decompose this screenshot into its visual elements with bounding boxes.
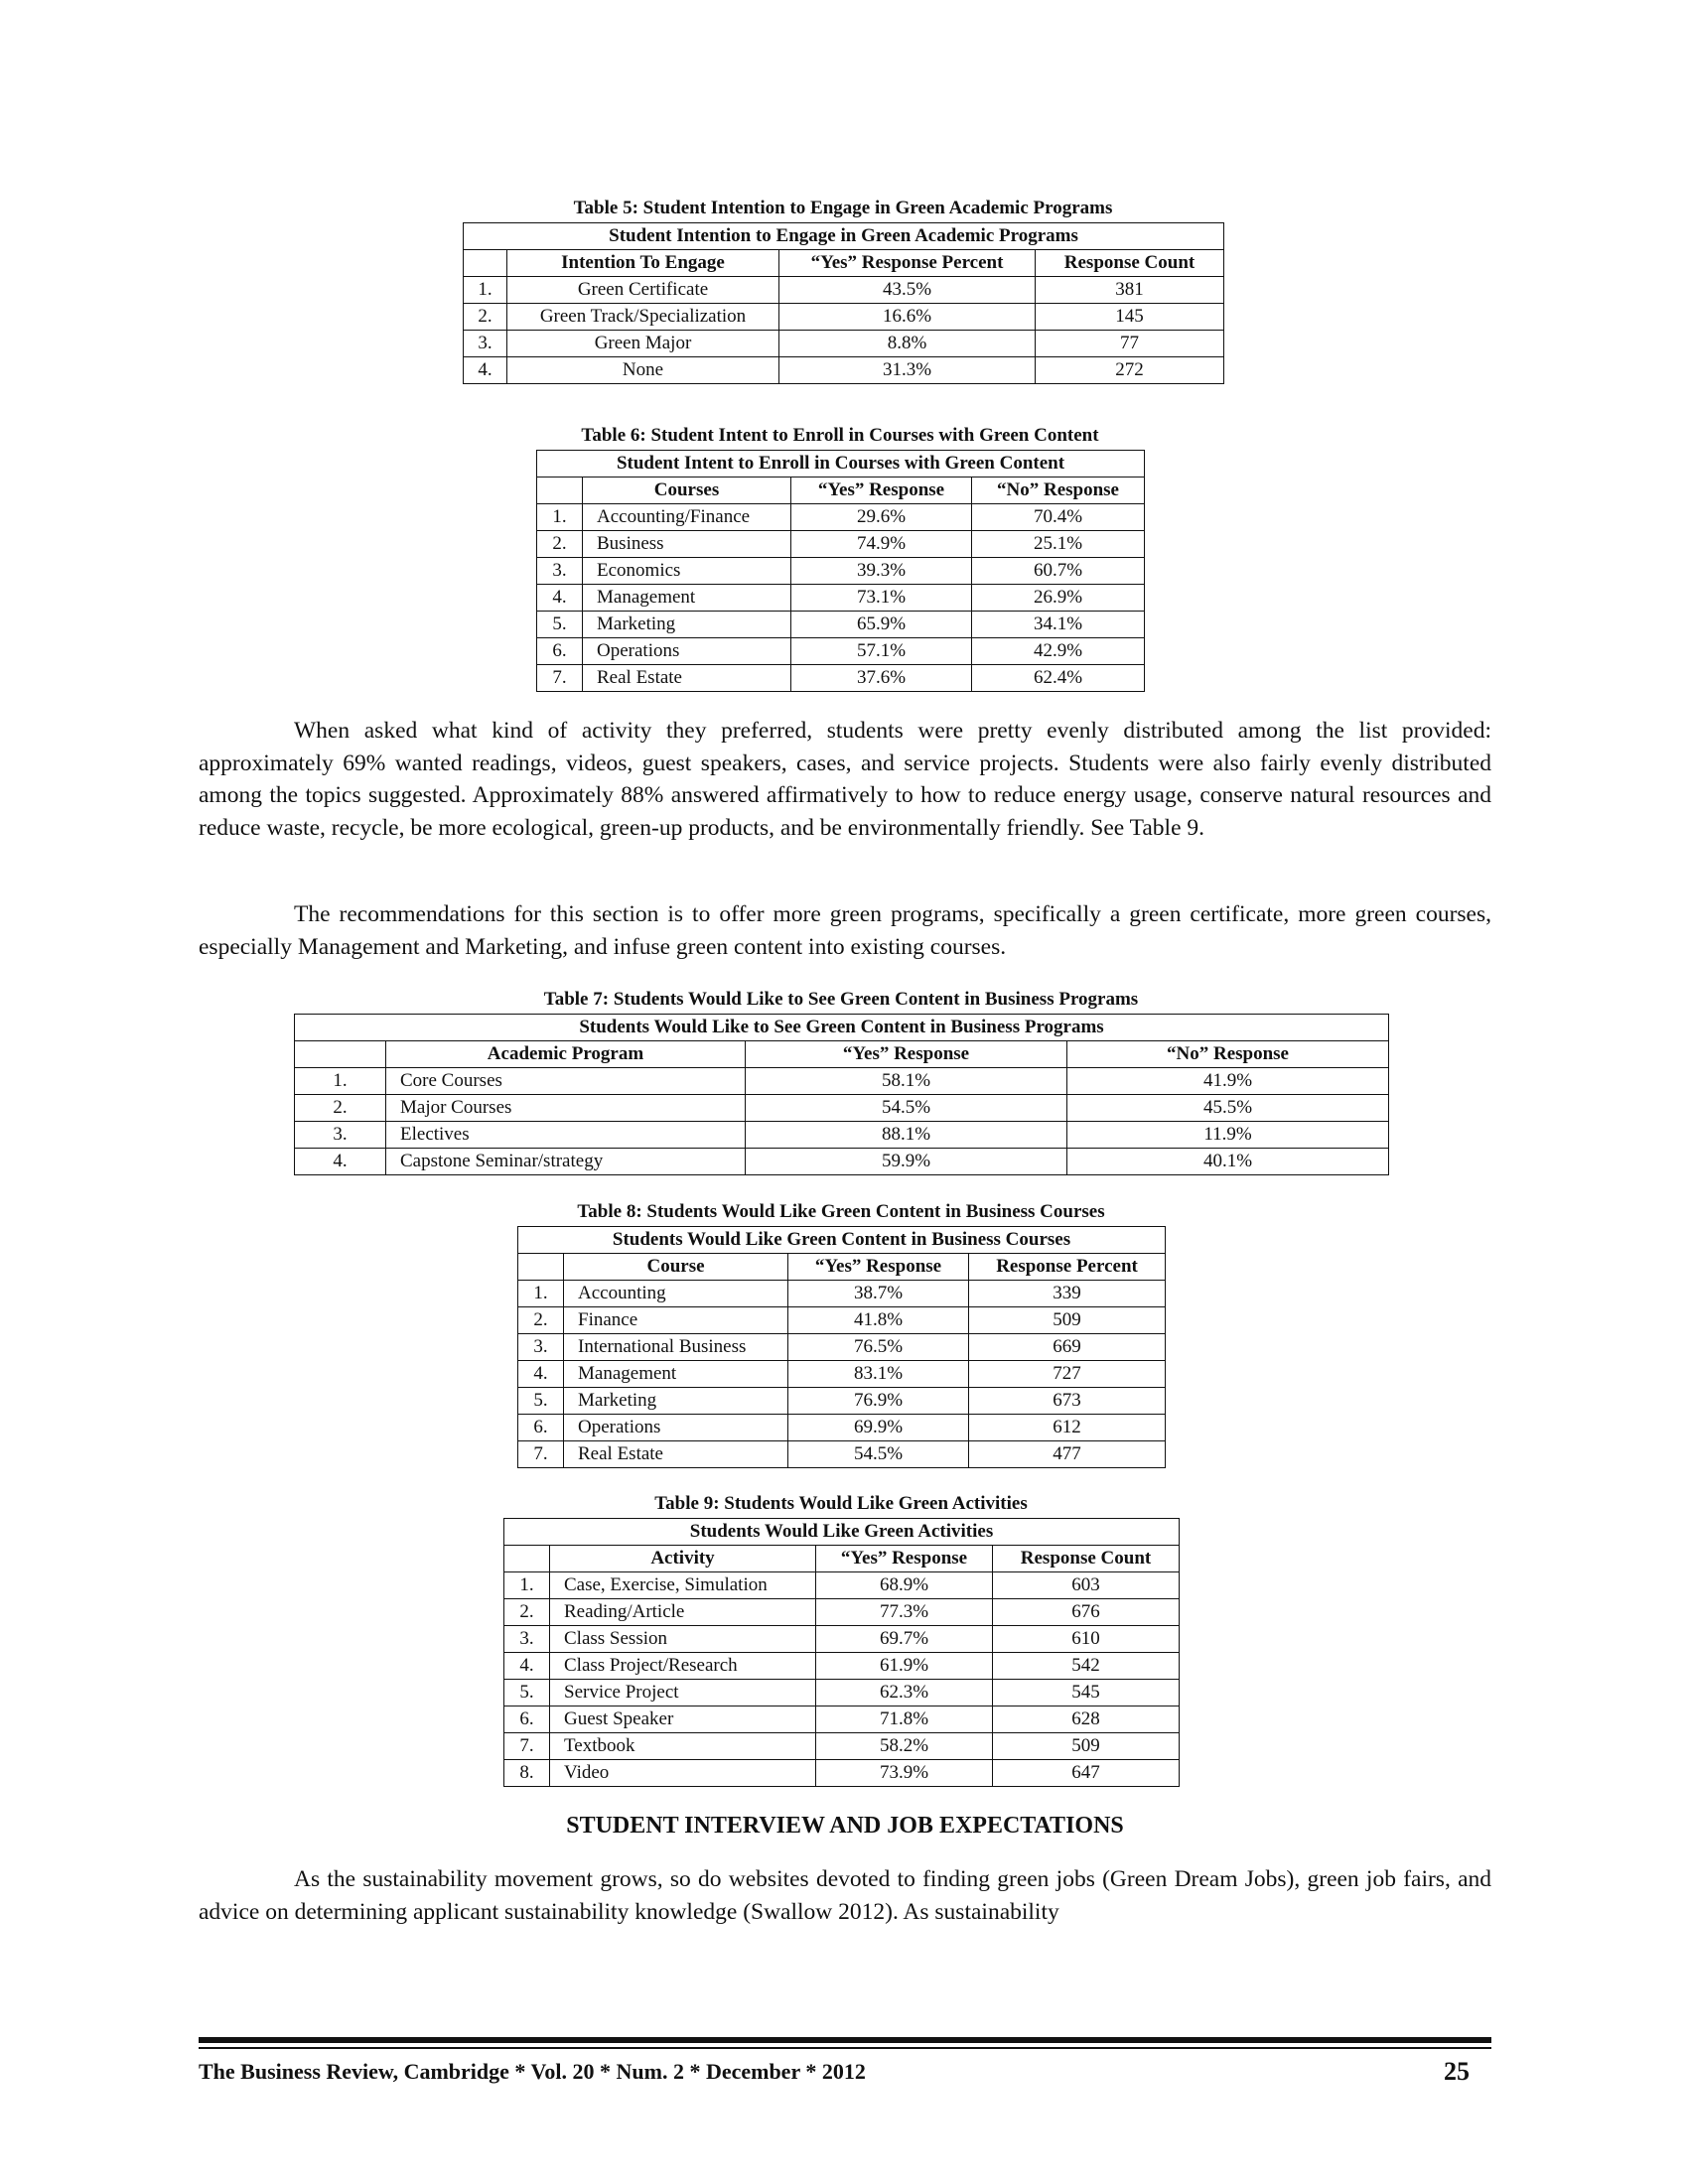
footer-journal: The Business Review, Cambridge * Vol. 20 * Num. 2 * December * 2012	[199, 2059, 866, 2084]
row-value: 272	[1036, 357, 1224, 384]
row-number: 3.	[464, 331, 507, 357]
row-value: 74.9%	[791, 531, 972, 558]
row-number: 1.	[504, 1572, 550, 1599]
row-label: Green Track/Specialization	[507, 304, 779, 331]
row-label: None	[507, 357, 779, 384]
table-row	[518, 1441, 1166, 1468]
row-value: 58.2%	[816, 1733, 993, 1760]
table-title: Student Intention to Engage in Green Academic Programs	[464, 223, 1224, 250]
column-header: Academic Program	[386, 1041, 746, 1068]
column-header: “Yes” Response	[746, 1041, 1067, 1068]
row-value: 647	[993, 1760, 1180, 1787]
row-number: 6.	[504, 1706, 550, 1733]
row-value: 25.1%	[972, 531, 1145, 558]
row-number: 2.	[464, 304, 507, 331]
row-number: 4.	[464, 357, 507, 384]
row-value: 509	[993, 1733, 1180, 1760]
row-number: 7.	[504, 1733, 550, 1760]
column-header: Courses	[583, 478, 791, 504]
row-value: 38.7%	[788, 1281, 969, 1307]
row-label: Operations	[564, 1415, 788, 1441]
column-header: “Yes” Response	[791, 478, 972, 504]
column-header: “No” Response	[972, 478, 1145, 504]
row-number: 4.	[537, 585, 583, 612]
table-row	[504, 1733, 1180, 1760]
table-5-caption: Table 5: Student Intention to Engage in Green Academic Programs	[573, 198, 1113, 218]
row-label: Marketing	[583, 612, 791, 638]
row-value: 73.9%	[816, 1760, 993, 1787]
table-row	[295, 1095, 1389, 1122]
row-value: 73.1%	[791, 585, 972, 612]
row-number: 5.	[504, 1680, 550, 1706]
row-number: 3.	[504, 1626, 550, 1653]
row-number: 1.	[518, 1281, 564, 1307]
row-value: 69.9%	[788, 1415, 969, 1441]
row-value: 545	[993, 1680, 1180, 1706]
row-number: 6.	[537, 638, 583, 665]
table-row	[537, 665, 1145, 692]
table-row	[504, 1599, 1180, 1626]
row-number: 3.	[295, 1122, 386, 1149]
table-7	[294, 1014, 1389, 1175]
row-label: Accounting/Finance	[583, 504, 791, 531]
row-value: 59.9%	[746, 1149, 1067, 1175]
row-value: 70.4%	[972, 504, 1145, 531]
paragraph-job-expectations: As the sustainability movement grows, so do websites devoted to finding green jobs (Green Dream Jobs), green job fairs, and advice on determining applicant sustainability knowledge (Swallow 2012). As sustainability	[199, 1866, 1491, 1925]
table-8	[517, 1226, 1166, 1468]
row-value: 628	[993, 1706, 1180, 1733]
table-title-row	[537, 451, 1145, 478]
row-value: 603	[993, 1572, 1180, 1599]
section-heading: STUDENT INTERVIEW AND JOB EXPECTATIONS	[566, 1813, 1124, 1839]
table-row	[518, 1415, 1166, 1441]
row-value: 65.9%	[791, 612, 972, 638]
row-label: Finance	[564, 1307, 788, 1334]
row-value: 34.1%	[972, 612, 1145, 638]
table-6	[536, 450, 1145, 692]
row-number: 6.	[518, 1415, 564, 1441]
row-value: 16.6%	[779, 304, 1036, 331]
column-header-blank	[504, 1546, 550, 1572]
column-header-row	[504, 1546, 1180, 1572]
row-value: 83.1%	[788, 1361, 969, 1388]
row-value: 71.8%	[816, 1706, 993, 1733]
row-value: 60.7%	[972, 558, 1145, 585]
row-label: Operations	[583, 638, 791, 665]
table-row	[518, 1307, 1166, 1334]
row-value: 62.3%	[816, 1680, 993, 1706]
row-value: 40.1%	[1067, 1149, 1389, 1175]
column-header: Intention To Engage	[507, 250, 779, 277]
table-row	[518, 1388, 1166, 1415]
row-value: 676	[993, 1599, 1180, 1626]
row-value: 31.3%	[779, 357, 1036, 384]
row-number: 2.	[518, 1307, 564, 1334]
footer-rule-thin	[199, 2047, 1491, 2049]
column-header-row	[295, 1041, 1389, 1068]
paragraph-activities: When asked what kind of activity they preferred, students were pretty evenly distributed among the list provided: approximately 69% wanted readings, videos, guest speakers, cases, and service projects. Students were also fairly evenly distributed among the topics suggested. Approximately 88% answered affirmatively to how to reduce energy usage, conserve natural resources and reduce waste, recycle, be more ecological, green-up products, and be environmentally friendly. See Table 9.	[199, 718, 1491, 841]
footer-rule	[199, 2037, 1491, 2043]
page-number: 25	[1444, 2057, 1470, 2086]
row-value: 612	[969, 1415, 1166, 1441]
row-label: Capstone Seminar/strategy	[386, 1149, 746, 1175]
column-header: Response Percent	[969, 1254, 1166, 1281]
row-label: Reading/Article	[550, 1599, 816, 1626]
row-value: 39.3%	[791, 558, 972, 585]
row-value: 542	[993, 1653, 1180, 1680]
row-number: 4.	[518, 1361, 564, 1388]
row-label: Class Session	[550, 1626, 816, 1653]
row-number: 4.	[504, 1653, 550, 1680]
table-7-caption: Table 7: Students Would Like to See Green Content in Business Programs	[543, 989, 1139, 1010]
row-value: 76.5%	[788, 1334, 969, 1361]
column-header-blank	[295, 1041, 386, 1068]
row-label: Real Estate	[583, 665, 791, 692]
row-number: 7.	[537, 665, 583, 692]
row-value: 26.9%	[972, 585, 1145, 612]
row-value: 669	[969, 1334, 1166, 1361]
row-number: 1.	[464, 277, 507, 304]
table-row	[537, 504, 1145, 531]
column-header: Course	[564, 1254, 788, 1281]
row-value: 381	[1036, 277, 1224, 304]
table-row	[504, 1572, 1180, 1599]
row-label: Textbook	[550, 1733, 816, 1760]
row-number: 8.	[504, 1760, 550, 1787]
row-value: 477	[969, 1441, 1166, 1468]
row-label: Accounting	[564, 1281, 788, 1307]
row-label: Major Courses	[386, 1095, 746, 1122]
table-row	[518, 1361, 1166, 1388]
row-label: International Business	[564, 1334, 788, 1361]
table-title-row	[504, 1519, 1180, 1546]
table-row	[464, 331, 1224, 357]
table-title-row	[518, 1227, 1166, 1254]
row-value: 11.9%	[1067, 1122, 1389, 1149]
row-label: Case, Exercise, Simulation	[550, 1572, 816, 1599]
row-label: Video	[550, 1760, 816, 1787]
row-label: Real Estate	[564, 1441, 788, 1468]
row-value: 43.5%	[779, 277, 1036, 304]
column-header: “No” Response	[1067, 1041, 1389, 1068]
row-value: 673	[969, 1388, 1166, 1415]
table-title: Students Would Like to See Green Content in Business Programs	[295, 1015, 1389, 1041]
table-9-caption: Table 9: Students Would Like Green Activities	[654, 1493, 1028, 1514]
row-label: Guest Speaker	[550, 1706, 816, 1733]
row-value: 77	[1036, 331, 1224, 357]
row-value: 45.5%	[1067, 1095, 1389, 1122]
table-5	[463, 222, 1224, 384]
row-label: Marketing	[564, 1388, 788, 1415]
row-number: 5.	[518, 1388, 564, 1415]
row-value: 68.9%	[816, 1572, 993, 1599]
table-row	[464, 357, 1224, 384]
row-value: 77.3%	[816, 1599, 993, 1626]
row-value: 69.7%	[816, 1626, 993, 1653]
row-number: 2.	[537, 531, 583, 558]
row-value: 62.4%	[972, 665, 1145, 692]
row-value: 61.9%	[816, 1653, 993, 1680]
row-value: 41.9%	[1067, 1068, 1389, 1095]
table-8-caption: Table 8: Students Would Like Green Content in Business Courses	[577, 1201, 1105, 1222]
table-row	[537, 612, 1145, 638]
row-label: Management	[583, 585, 791, 612]
column-header: Response Count	[1036, 250, 1224, 277]
table-title: Students Would Like Green Activities	[504, 1519, 1180, 1546]
table-row	[504, 1706, 1180, 1733]
table-row	[464, 277, 1224, 304]
row-value: 54.5%	[788, 1441, 969, 1468]
row-value: 509	[969, 1307, 1166, 1334]
table-row	[504, 1680, 1180, 1706]
table-row	[518, 1334, 1166, 1361]
table-row	[518, 1281, 1166, 1307]
column-header-row	[518, 1254, 1166, 1281]
row-number: 7.	[518, 1441, 564, 1468]
table-title-row	[464, 223, 1224, 250]
column-header-row	[537, 478, 1145, 504]
table-row	[537, 585, 1145, 612]
row-number: 3.	[518, 1334, 564, 1361]
row-label: Business	[583, 531, 791, 558]
row-value: 145	[1036, 304, 1224, 331]
row-value: 610	[993, 1626, 1180, 1653]
row-value: 8.8%	[779, 331, 1036, 357]
column-header: “Yes” Response	[788, 1254, 969, 1281]
column-header-blank	[537, 478, 583, 504]
row-number: 1.	[537, 504, 583, 531]
row-value: 88.1%	[746, 1122, 1067, 1149]
table-row	[537, 638, 1145, 665]
table-row	[504, 1626, 1180, 1653]
column-header: “Yes” Response Percent	[779, 250, 1036, 277]
row-value: 727	[969, 1361, 1166, 1388]
row-value: 29.6%	[791, 504, 972, 531]
table-title: Student Intent to Enroll in Courses with Green Content	[537, 451, 1145, 478]
table-row	[537, 531, 1145, 558]
table-row	[295, 1149, 1389, 1175]
table-9	[503, 1518, 1180, 1787]
table-6-caption: Table 6: Student Intent to Enroll in Courses with Green Content	[581, 425, 1099, 446]
column-header: Response Count	[993, 1546, 1180, 1572]
row-label: Electives	[386, 1122, 746, 1149]
row-value: 57.1%	[791, 638, 972, 665]
column-header: “Yes” Response	[816, 1546, 993, 1572]
column-header-row	[464, 250, 1224, 277]
table-row	[504, 1653, 1180, 1680]
row-label: Core Courses	[386, 1068, 746, 1095]
column-header-blank	[518, 1254, 564, 1281]
row-number: 3.	[537, 558, 583, 585]
row-label: Service Project	[550, 1680, 816, 1706]
row-number: 4.	[295, 1149, 386, 1175]
table-title-row	[295, 1015, 1389, 1041]
row-label: Economics	[583, 558, 791, 585]
row-value: 41.8%	[788, 1307, 969, 1334]
table-row	[295, 1122, 1389, 1149]
table-row	[295, 1068, 1389, 1095]
row-value: 339	[969, 1281, 1166, 1307]
row-label: Management	[564, 1361, 788, 1388]
row-value: 42.9%	[972, 638, 1145, 665]
row-number: 2.	[295, 1095, 386, 1122]
row-value: 76.9%	[788, 1388, 969, 1415]
row-number: 5.	[537, 612, 583, 638]
row-label: Class Project/Research	[550, 1653, 816, 1680]
column-header: Activity	[550, 1546, 816, 1572]
row-value: 58.1%	[746, 1068, 1067, 1095]
column-header-blank	[464, 250, 507, 277]
row-value: 37.6%	[791, 665, 972, 692]
table-row	[537, 558, 1145, 585]
table-row	[504, 1760, 1180, 1787]
row-number: 2.	[504, 1599, 550, 1626]
paragraph-recommendations: The recommendations for this section is to offer more green programs, specifically a green certificate, more green courses, especially Management and Marketing, and infuse green content into existing courses.	[199, 901, 1491, 960]
table-row	[464, 304, 1224, 331]
row-number: 1.	[295, 1068, 386, 1095]
row-label: Green Major	[507, 331, 779, 357]
row-value: 54.5%	[746, 1095, 1067, 1122]
row-label: Green Certificate	[507, 277, 779, 304]
table-title: Students Would Like Green Content in Business Courses	[518, 1227, 1166, 1254]
